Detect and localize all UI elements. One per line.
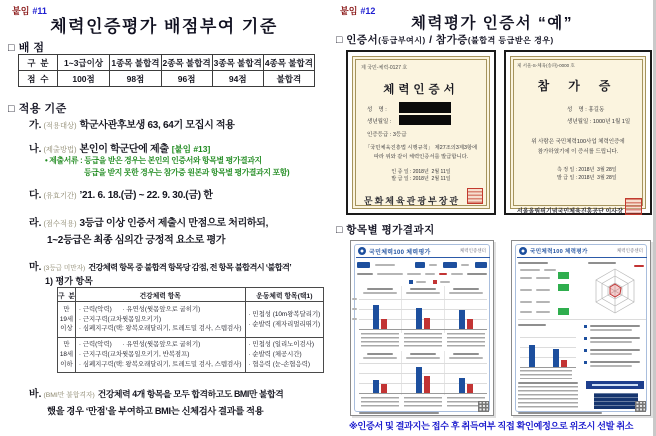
heading-part-sub: (등급부여시)	[378, 36, 426, 45]
legend-label-line	[416, 281, 426, 283]
scoring-value-1: 98점	[110, 71, 161, 87]
participation-name-line: 성 명 : 홍길동	[567, 107, 605, 113]
exercise-item: · 협응력 (눈-손협응력)	[248, 360, 310, 368]
item-marker: 바.	[29, 389, 42, 400]
caption-text-block	[404, 333, 442, 347]
bullet-marker	[584, 361, 587, 364]
item-text: 했을 경우 ‘만점’을 부여하고 BMI는 신체검사 결과를 적용	[47, 406, 264, 416]
item-text: 건강체력 항목 중 불합격 항목당 감점, 전 항목 불합격시 ‘불합격’	[88, 263, 292, 272]
micro-text-line	[461, 264, 469, 266]
micro-text-line	[520, 289, 532, 291]
item-marker: 라.	[29, 218, 42, 229]
participation-title: 참 가 증	[537, 79, 619, 93]
criteria-item-ra-line2	[47, 231, 225, 246]
item-text: 본인이 학군단에 제출	[79, 144, 169, 155]
health-item: · 근력(악력) · 유연성(윗몸앞으로 굽히기)	[78, 305, 201, 313]
warning-footnote: ※인증서 및 결과지는 접수 후 취득여부 직접 확인예정으로 위조시 선발 취소	[348, 421, 634, 431]
item-paren: (적용대상)	[43, 121, 77, 130]
micro-text-line	[536, 301, 550, 303]
micro-text-line	[375, 264, 395, 266]
micro-text-line	[536, 311, 550, 313]
mini-bar-chart-bottom	[359, 365, 487, 393]
micro-text-line	[407, 273, 421, 275]
item-text: ’21. 6. 18.(금) ~ 22. 9. 30.(금) 한	[79, 190, 213, 201]
column-subheader-line	[449, 357, 483, 359]
field-chip	[415, 262, 425, 268]
certificate-doc-number: 제 국민-체력-0127 호	[361, 65, 408, 71]
certificate-grade-line: 인증등급 : 3등급	[367, 132, 407, 138]
axis-baseline	[359, 329, 487, 330]
bullet-text-line	[590, 365, 632, 367]
column-header-line	[453, 353, 479, 355]
health-items-cell	[75, 338, 245, 373]
criteria-heading: □ 적용 기준	[8, 103, 67, 115]
axis-tick-label	[352, 308, 357, 310]
column-subheader-line	[363, 357, 397, 359]
scoring-table-header-row	[19, 55, 315, 71]
health-items-cell	[75, 302, 245, 338]
section-divider	[518, 319, 646, 320]
participation-date2: 발 급 일 : 2018년 3월 28일	[557, 175, 617, 181]
submission-note-line2: 등급을 받지 못한 경우는 참가증 원본과 항목별 평가결과지 포함)	[84, 168, 290, 177]
item-marker: 마.	[29, 262, 42, 273]
micro-text-line	[536, 289, 550, 291]
certificate-paper	[510, 56, 646, 215]
scoring-table-value-row	[19, 71, 315, 87]
bullet-text-line	[590, 361, 640, 363]
notice-banner	[586, 381, 644, 389]
footer-text-line	[518, 412, 602, 414]
sheet-header-center-name: 체력인증센터	[616, 248, 643, 253]
mini-bar-chart-top	[359, 301, 487, 329]
table-header-line	[518, 382, 578, 384]
bullet-marker	[584, 325, 587, 328]
certificate-date1: 인 증 일 : 2018년 2월 11일	[391, 169, 451, 175]
sheet-header-title: 국민체력100 체력평가	[530, 249, 588, 255]
axis-tick-label	[352, 298, 357, 300]
eval-row-over19	[58, 302, 324, 338]
micro-text-line	[520, 311, 532, 313]
bullet-text-line	[590, 341, 632, 343]
item-text: 3등급 이상 인증서 제출시 만점으로 처리하되,	[79, 218, 269, 229]
item-paren: (제출방법)	[43, 145, 77, 154]
certificate-body-line2: 따라 위와 같이 체력인증서를 발급합니다.	[373, 154, 469, 160]
age-group-line2: 이하	[60, 360, 73, 368]
section-label-line	[518, 262, 548, 264]
micro-text-line	[425, 273, 435, 275]
item-text: 1~2등급은 최종 심의간 긍정적 요소로 평가	[47, 235, 226, 246]
mini-bar-chart	[520, 337, 576, 367]
heading-part: / 참가증	[425, 34, 468, 46]
scoring-heading: □ 배 점	[8, 42, 45, 54]
section-label-line	[518, 324, 546, 326]
axis-baseline	[359, 393, 487, 394]
micro-text-line	[451, 273, 463, 275]
qr-code	[635, 401, 646, 412]
eval-items-table	[57, 287, 324, 373]
scoring-col-4: 3종목 불합격	[212, 55, 263, 71]
field-chip	[357, 262, 370, 268]
bullet-text-line	[590, 353, 632, 355]
certificate-body-line1: 「국민체육진흥법 시행규칙」 제27조의3제3항에	[364, 145, 478, 151]
attachment-tag-label: 붙임	[12, 6, 30, 16]
participation-doc-number: 제 서울-S-체육(송파)-0000 호	[517, 63, 575, 68]
certificate-date2: 발 급 일 : 2018년 2월 11일	[391, 176, 451, 182]
participation-birth-line: 생년월일 : 1000년 1월 1일	[567, 119, 631, 125]
age-group-cell	[58, 338, 76, 373]
column-header-line	[367, 288, 393, 290]
scoring-value-4: 불합격	[263, 71, 314, 87]
eval-table-header-row	[58, 288, 324, 302]
axis-baseline	[520, 367, 576, 368]
micro-text-line	[520, 269, 540, 271]
caption-text-block	[447, 333, 485, 347]
eval-items-label: 1) 평가 항목	[45, 276, 93, 286]
micro-text-line	[536, 277, 550, 279]
health-item: · 근지구력(교차윗몸일으키기)	[78, 315, 162, 323]
item-text: 건강체력 4개 항목을 모두 합격하고도 BMI만 불합격	[97, 389, 284, 399]
bullet-marker	[584, 349, 587, 352]
micro-text-line	[357, 273, 373, 275]
participation-body-line1: 위 사람은 국민체력100사업 체력인증에	[531, 139, 625, 145]
scoring-col-5: 4종목 불합격	[263, 55, 314, 71]
scoring-table	[18, 54, 315, 87]
criteria-item-da	[29, 186, 213, 201]
promo-card	[594, 393, 638, 409]
attachment-tag-number: #12	[360, 6, 376, 16]
criteria-item-ba-line2	[47, 403, 263, 417]
result-sheet-2	[511, 240, 651, 416]
caption-text-block	[361, 333, 399, 347]
certificate-birth-label: 생년월일 :	[367, 119, 392, 125]
attachment-tag-label: 붙임	[340, 6, 358, 16]
exercise-item: · 민첩성 (10m왕복달리기)	[248, 310, 321, 318]
eval-col-exercise: 운동체력 항목(택1)	[245, 288, 324, 302]
micro-text-line	[377, 273, 403, 275]
item-paren: (BMI만 불합격자)	[43, 392, 95, 399]
scoring-value-2: 96점	[161, 71, 212, 87]
legend-blue-swatch	[409, 280, 413, 284]
age-group-line1: 만 19세	[59, 306, 74, 323]
criteria-item-ga	[29, 116, 235, 131]
exercise-items-cell	[245, 338, 324, 373]
criteria-item-ba	[29, 385, 283, 400]
column-subheader-line	[363, 292, 397, 294]
micro-text-line	[520, 277, 532, 279]
age-group-cell	[58, 302, 76, 338]
program-logo-icon	[358, 247, 366, 255]
column-subheader-line	[449, 292, 483, 294]
participation-issuer: 서울올림픽기념국민체육진흥공단 이사장	[517, 209, 623, 215]
left-page-title: 체력인증평가 배점부여 기준	[50, 17, 278, 36]
redacted-name	[399, 102, 451, 113]
fitness-certificate-thumbnail	[346, 50, 496, 215]
redacted-birthdate	[399, 115, 451, 125]
scoring-col-2: 1종목 불합격	[110, 55, 161, 71]
caption-text-block	[404, 397, 442, 409]
heading-part: □ 인증서	[336, 34, 379, 46]
sheet-header-title: 국민체력100 체력평가	[369, 250, 431, 256]
heading-part-sub: (불합격 등급받은 경우)	[467, 36, 554, 45]
green-result-bar	[558, 308, 569, 315]
axis-tick-label	[352, 318, 357, 320]
item-paren: (점수적용)	[43, 219, 77, 228]
health-item: · 근지구력(교차윗몸일으키기, 반복점프)	[78, 350, 190, 358]
criteria-item-ma	[29, 258, 291, 273]
attachment-ref-13: [붙임 #13]	[171, 144, 211, 154]
criteria-item-ra	[29, 214, 268, 229]
field-chip	[443, 262, 457, 268]
scoring-col-1: 1~3급이상	[57, 55, 110, 71]
micro-text-line	[520, 301, 532, 303]
footer-text-line	[359, 412, 439, 414]
qr-code	[478, 401, 489, 412]
certificate-title: 체력인증서	[383, 84, 459, 96]
item-paren: (유효기간)	[43, 191, 77, 200]
scoring-value-0: 100점	[57, 71, 110, 87]
gridline	[359, 299, 487, 300]
result-sheet-1	[350, 240, 494, 416]
column-subheader-line	[406, 357, 440, 359]
micro-text-line-red	[439, 273, 447, 275]
health-item: · 근력(악력) · 유연성(윗몸앞으로 굽히기)	[78, 341, 201, 348]
column-header-line	[367, 353, 393, 355]
submission-note-line1: • 제출서류 : 등급을 받은 경우는 본인의 인증서와 항목별 평가결과지	[45, 156, 262, 165]
column-subheader-line	[406, 292, 440, 294]
exercise-item: · 순발력 (체공시간)	[248, 350, 302, 358]
certificate-issuer: 문화체육관광부장관	[363, 196, 461, 206]
certificates-heading	[336, 32, 554, 47]
age-group-line1: 만 18세	[59, 341, 74, 359]
participation-body-line2: 참가하였기에 이 증서를 드립니다.	[537, 149, 619, 155]
legend-label-line	[440, 281, 450, 283]
item-text: 학군사관후보생 63, 64기 모집시 적용	[79, 120, 235, 131]
eval-row-under18	[58, 338, 324, 373]
caption-text-block	[520, 370, 572, 379]
exercise-item: · 순발력 (제자리멀리뛰기)	[248, 320, 321, 328]
section-label-line	[588, 262, 616, 264]
criteria-item-na	[29, 140, 210, 155]
eval-col-health: 건강체력 항목	[75, 288, 245, 302]
item-marker: 다.	[29, 190, 42, 201]
column-header-line	[453, 288, 479, 290]
radar-chart	[584, 265, 646, 317]
participation-date1: 측 정 일 : 2018년 3월 28일	[557, 167, 617, 173]
exercise-item: · 민첩성 (일리노이검사)	[248, 341, 314, 348]
bullet-text-line	[590, 349, 640, 351]
column-header-line	[410, 288, 436, 290]
attachment-tag-number: #11	[32, 6, 47, 16]
header-rule	[356, 257, 490, 258]
certificate-paper	[352, 56, 490, 209]
sheet-header-center-name: 체력인증센터	[459, 248, 486, 253]
scoring-col-3: 2종목 불합격	[161, 55, 212, 71]
exercise-items-cell	[245, 302, 324, 338]
field-chip	[475, 262, 487, 268]
program-logo-icon	[519, 247, 527, 255]
micro-text-line	[429, 264, 437, 266]
item-marker: 가.	[29, 120, 42, 131]
green-result-bar	[558, 284, 569, 291]
scoring-row-label: 점 수	[19, 71, 58, 87]
official-seal	[625, 198, 642, 215]
item-paren: (3등급 미만자)	[43, 265, 86, 272]
eval-col-gubun: 구 분	[58, 288, 76, 302]
bullet-marker	[584, 337, 587, 340]
legend-red-swatch	[433, 280, 437, 284]
official-seal	[467, 188, 483, 204]
micro-table-block	[518, 386, 578, 409]
health-item: · 심폐지구력(택: 왕복오래달리기, 트레드밀 검사, 스텝검사)	[78, 360, 242, 368]
result-sheets-heading: □ 항목별 평가결과지	[336, 224, 435, 236]
bullet-text-line	[590, 337, 640, 339]
header-rule	[517, 257, 647, 258]
column-header-line	[410, 353, 436, 355]
micro-text-line	[467, 273, 487, 275]
scoring-col-gubun: 구 분	[19, 55, 58, 71]
certificate-name-label: 성 명 :	[367, 107, 387, 113]
item-marker: 나.	[29, 144, 42, 155]
health-item: · 심폐지구력(택: 왕복오래달리기, 트레드밀 검사, 스텝검사)	[78, 325, 242, 333]
participation-certificate-thumbnail	[504, 50, 652, 215]
caption-text-block	[361, 397, 399, 409]
banner-text-line	[592, 384, 638, 386]
micro-text-line	[544, 269, 556, 271]
scoring-value-3: 94점	[212, 71, 263, 87]
age-group-line2: 이상	[60, 325, 73, 333]
gridline	[359, 363, 487, 364]
green-result-bar	[558, 272, 569, 279]
bullet-text-line	[590, 329, 632, 331]
bullet-text-line	[590, 325, 640, 327]
right-page-title: 체력평가 인증서 “예”	[411, 15, 573, 32]
